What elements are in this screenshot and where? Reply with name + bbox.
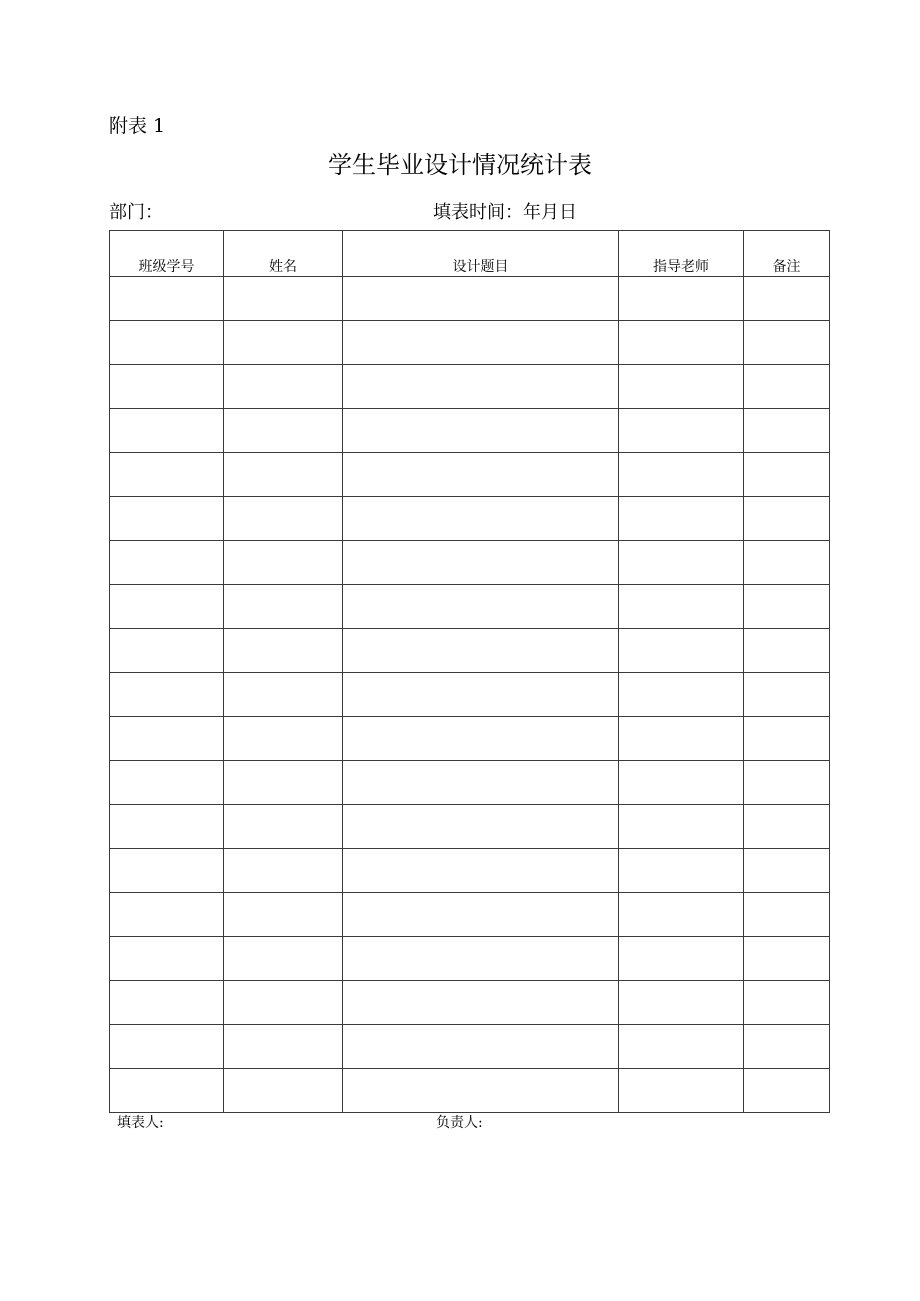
table-cell[interactable] <box>744 453 830 497</box>
table-cell[interactable] <box>110 541 224 585</box>
statistics-table <box>109 230 830 1113</box>
table-row <box>110 585 830 629</box>
table-cell[interactable] <box>224 277 343 321</box>
table-cell[interactable] <box>110 1069 224 1113</box>
table-cell[interactable] <box>619 365 744 409</box>
appendix-label: 附表 1 <box>109 115 166 137</box>
table-cell[interactable] <box>224 893 343 937</box>
table-cell[interactable] <box>224 1025 343 1069</box>
table-cell[interactable] <box>224 409 343 453</box>
table-cell[interactable] <box>110 585 224 629</box>
table-cell[interactable] <box>110 805 224 849</box>
table-row <box>110 673 830 717</box>
table-cell[interactable] <box>619 717 744 761</box>
table-cell[interactable] <box>619 277 744 321</box>
table-cell[interactable] <box>343 1069 619 1113</box>
table-cell[interactable] <box>110 497 224 541</box>
table-row <box>110 761 830 805</box>
column-header-supervisor: 指导老师 <box>619 231 744 277</box>
table-body <box>110 277 830 1113</box>
table-cell[interactable] <box>343 893 619 937</box>
table-cell[interactable] <box>224 321 343 365</box>
table-row <box>110 717 830 761</box>
table-cell[interactable] <box>619 321 744 365</box>
table-cell[interactable] <box>224 761 343 805</box>
column-header-design-topic: 设计题目 <box>343 231 619 277</box>
table-cell[interactable] <box>744 321 830 365</box>
department-label: 部门： <box>109 202 163 223</box>
table-cell[interactable] <box>619 497 744 541</box>
table-cell[interactable] <box>110 629 224 673</box>
table-cell[interactable] <box>110 981 224 1025</box>
table-cell[interactable] <box>619 849 744 893</box>
table-row <box>110 321 830 365</box>
table-cell[interactable] <box>619 673 744 717</box>
table-row <box>110 1069 830 1113</box>
table-cell[interactable] <box>110 453 224 497</box>
table-cell[interactable] <box>744 937 830 981</box>
table-cell[interactable] <box>619 981 744 1025</box>
table-cell[interactable] <box>343 277 619 321</box>
table-cell[interactable] <box>343 1025 619 1069</box>
table-cell[interactable] <box>110 321 224 365</box>
table-cell[interactable] <box>343 761 619 805</box>
table-row <box>110 453 830 497</box>
table-cell[interactable] <box>744 585 830 629</box>
table-cell[interactable] <box>343 849 619 893</box>
table-row <box>110 541 830 585</box>
table-cell[interactable] <box>343 981 619 1025</box>
table-cell[interactable] <box>343 321 619 365</box>
table-cell[interactable] <box>744 673 830 717</box>
table-cell[interactable] <box>343 585 619 629</box>
fill-date-label: 填表时间：年月日 <box>433 202 577 223</box>
table-cell[interactable] <box>744 629 830 673</box>
table-cell[interactable] <box>224 629 343 673</box>
table-cell[interactable] <box>110 409 224 453</box>
table-row <box>110 805 830 849</box>
filler-label: 填表人: <box>117 1115 164 1131</box>
table-cell[interactable] <box>619 761 744 805</box>
table-cell[interactable] <box>744 805 830 849</box>
table-cell[interactable] <box>110 1025 224 1069</box>
table-row <box>110 409 830 453</box>
table-cell[interactable] <box>619 805 744 849</box>
table-cell[interactable] <box>744 761 830 805</box>
table-cell[interactable] <box>619 1025 744 1069</box>
table-cell[interactable] <box>744 409 830 453</box>
table-cell[interactable] <box>619 585 744 629</box>
column-header-remarks: 备注 <box>744 231 830 277</box>
table-cell[interactable] <box>110 849 224 893</box>
table-row <box>110 849 830 893</box>
table-row <box>110 1025 830 1069</box>
table-cell[interactable] <box>744 497 830 541</box>
table-cell[interactable] <box>224 717 343 761</box>
table-cell[interactable] <box>224 365 343 409</box>
table-cell[interactable] <box>744 849 830 893</box>
table-cell[interactable] <box>110 277 224 321</box>
table-cell[interactable] <box>744 893 830 937</box>
table-cell[interactable] <box>619 1069 744 1113</box>
table-cell[interactable] <box>619 541 744 585</box>
table-row <box>110 497 830 541</box>
table-cell[interactable] <box>343 937 619 981</box>
table-row <box>110 981 830 1025</box>
table-cell[interactable] <box>343 409 619 453</box>
column-header-name: 姓名 <box>224 231 343 277</box>
table-cell[interactable] <box>343 365 619 409</box>
table-cell[interactable] <box>110 761 224 805</box>
table-cell[interactable] <box>343 497 619 541</box>
table-cell[interactable] <box>343 673 619 717</box>
table-cell[interactable] <box>110 937 224 981</box>
owner-label: 负责人: <box>436 1115 483 1131</box>
table-cell[interactable] <box>343 629 619 673</box>
table-cell[interactable] <box>744 1025 830 1069</box>
table-cell[interactable] <box>224 849 343 893</box>
table-cell[interactable] <box>110 893 224 937</box>
table-cell[interactable] <box>619 409 744 453</box>
table-cell[interactable] <box>343 717 619 761</box>
table-cell[interactable] <box>224 541 343 585</box>
table-cell[interactable] <box>744 1069 830 1113</box>
table-cell[interactable] <box>744 717 830 761</box>
table-header-row <box>110 231 830 277</box>
table-cell[interactable] <box>224 981 343 1025</box>
table-cell[interactable] <box>224 585 343 629</box>
table-row <box>110 629 830 673</box>
table-cell[interactable] <box>619 629 744 673</box>
table-row <box>110 365 830 409</box>
table-cell[interactable] <box>744 541 830 585</box>
table-cell[interactable] <box>110 673 224 717</box>
table-cell[interactable] <box>744 981 830 1025</box>
table-cell[interactable] <box>744 277 830 321</box>
table-cell[interactable] <box>224 805 343 849</box>
column-header-class-student-id: 班级学号 <box>110 231 224 277</box>
table-cell[interactable] <box>619 893 744 937</box>
table-cell[interactable] <box>343 453 619 497</box>
table-cell[interactable] <box>110 717 224 761</box>
table-cell[interactable] <box>224 1069 343 1113</box>
table-cell[interactable] <box>224 673 343 717</box>
table-row <box>110 893 830 937</box>
table-row <box>110 937 830 981</box>
table-cell[interactable] <box>224 453 343 497</box>
table-cell[interactable] <box>343 541 619 585</box>
table-cell[interactable] <box>744 365 830 409</box>
table-row <box>110 277 830 321</box>
table-cell[interactable] <box>224 497 343 541</box>
table-cell[interactable] <box>619 937 744 981</box>
table-cell[interactable] <box>619 453 744 497</box>
page-title: 学生毕业设计情况统计表 <box>328 151 592 179</box>
table-cell[interactable] <box>343 805 619 849</box>
table-cell[interactable] <box>110 365 224 409</box>
table-cell[interactable] <box>224 937 343 981</box>
